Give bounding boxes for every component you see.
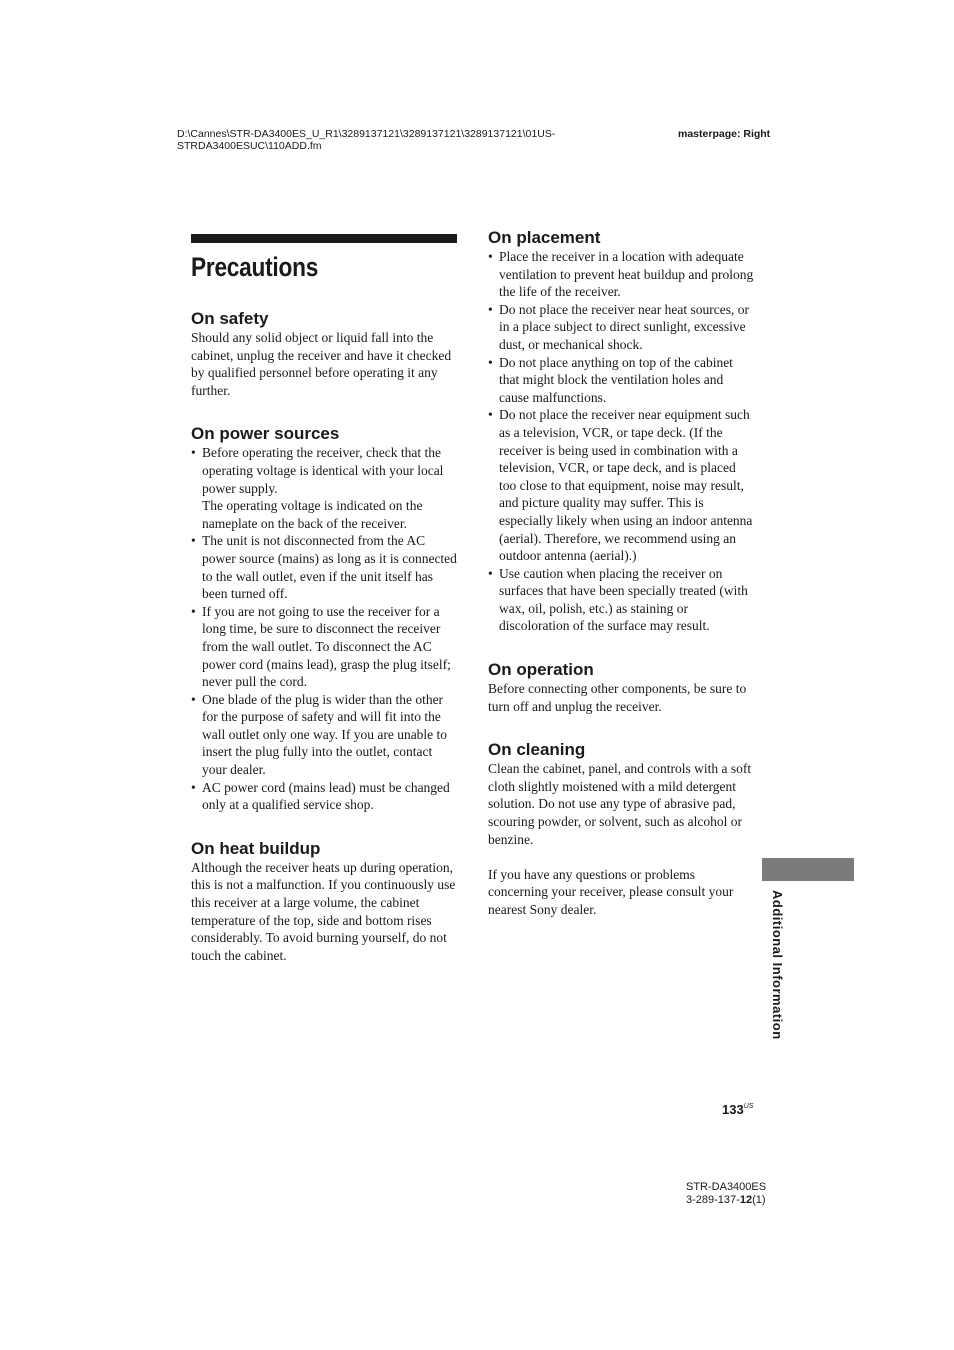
bullet-icon: •	[191, 779, 196, 795]
placement-bullet-list	[488, 248, 754, 635]
list-item	[488, 565, 754, 635]
page-number	[722, 1102, 753, 1117]
header-path-line-1: D:\Cannes\STR-DA3400ES_U_R1\3289137121\3289137121\3289137121\01US-	[177, 128, 556, 140]
bullet-icon: •	[488, 354, 493, 370]
right-column	[488, 228, 754, 919]
bullet-icon: •	[488, 301, 493, 317]
left-column	[191, 234, 457, 964]
heading-on-placement: On placement	[488, 228, 601, 247]
heat-body: Although the receiver heats up during operation, this is not a malfunction. If you continuously use this receiver at a large volume, the cabinet temperature of the top, side and bottom rises considerably. To avoid burning yourself, do not touch the cabinet.	[191, 859, 456, 963]
bullet-icon: •	[191, 603, 196, 619]
section-cleaning	[488, 740, 754, 918]
list-item-text: Place the receiver in a location with adequate ventilation to prevent heat buildup and prolong the life of the receiver.	[499, 249, 754, 300]
list-item-text: The unit is not disconnected from the AC power source (mains) as long as it is connected to the wall outlet, even if the unit itself has been turned off.	[202, 533, 457, 602]
list-item	[488, 354, 754, 407]
list-item	[488, 248, 754, 301]
list-item-text: AC power cord (mains lead) must be changed only at a qualified service shop.	[202, 779, 450, 813]
bullet-icon: •	[488, 407, 493, 423]
header-file-path	[177, 128, 647, 152]
section-operation	[488, 660, 754, 715]
list-item-note: The operating voltage is indicated on the nameplate on the back of the receiver.	[202, 498, 423, 531]
footer-code-suffix: (1)	[752, 1193, 766, 1206]
section-tab-marker	[762, 858, 854, 881]
heading-on-cleaning: On cleaning	[488, 740, 586, 760]
footer-model-code	[686, 1181, 766, 1206]
power-bullet-list	[191, 444, 457, 813]
footer-model: STR-DA3400ES	[686, 1181, 767, 1193]
list-item	[191, 603, 457, 691]
side-tab-text: Additional Information	[770, 890, 785, 1040]
section-placement	[488, 228, 754, 635]
list-item-text: One blade of the plug is wider than the other for the purpose of safety and will fit into the wall outlet only one way. If you are unable to insert the plug fully into the outlet, contact your dealer.	[202, 691, 448, 778]
heading-on-operation: On operation	[488, 660, 594, 680]
paragraph-spacer	[488, 848, 754, 866]
list-item-text: Use caution when placing the receiver on surfaces that have been specially treated (with wax, oil, polish, etc.) as staining or discoloration of the surface may result.	[499, 565, 748, 634]
side-tab-label	[770, 890, 790, 1050]
list-item	[191, 691, 457, 779]
operation-body: Before connecting other components, be sure to turn off and unplug the receiver.	[488, 681, 747, 714]
heading-on-heat-buildup: On heat buildup	[191, 838, 321, 858]
list-item-text: Do not place the receiver near equipment such as a television, VCR, or tape deck. (If the receiver is being used in combination with a television, VCR, or tape deck, and is placed too close to that equipment, noise may result, and picture quality may suffer. This is especially likely when using an indoor antenna (aerial). Therefore, we recommend using an outdoor antenna (aerial).)	[499, 407, 753, 564]
closing-note: If you have any questions or problems concerning your receiver, please consult your nearest Sony dealer.	[488, 866, 734, 917]
list-item-text: If you are not going to use the receiver for a long time, be sure to disconnect the receiver from the wall outlet. To disconnect the AC power cord (mains lead), grasp the plug itself; never pull the cord.	[202, 603, 451, 690]
header-masterpage: masterpage: Right	[678, 128, 771, 140]
section-power-sources	[191, 424, 457, 813]
cleaning-body: Clean the cabinet, panel, and controls with a soft cloth slightly moistened with a mild detergent solution. Do not use any type of abrasive pad, scouring powder, or solvent, such as alcohol or benzine.	[488, 761, 752, 847]
footer-code-prefix: 3-289-137-	[686, 1193, 740, 1206]
page-number-value: 133	[722, 1102, 744, 1117]
heading-on-safety: On safety	[191, 309, 269, 328]
header-path-line-2: STRDA3400ESUC\110ADD.fm	[177, 140, 322, 152]
bullet-icon: •	[191, 533, 196, 549]
list-item	[488, 301, 754, 354]
footer-code	[686, 1194, 766, 1207]
page-title: Precautions	[191, 252, 319, 282]
list-item-text: Before operating the receiver, check that the operating voltage is identical with your local power supply.	[202, 445, 444, 496]
safety-body: Should any solid object or liquid fall into the cabinet, unplug the receiver and have it checked by qualified personnel before operating it any further.	[191, 330, 452, 398]
list-item-text: Do not place anything on top of the cabinet that might block the ventilation holes and cause malfunctions.	[499, 354, 733, 405]
bullet-icon: •	[191, 691, 196, 707]
list-item	[191, 532, 457, 602]
list-item-text: Do not place the receiver near heat sources, or in a place subject to direct sunlight, excessive dust, or mechanical shock.	[499, 301, 750, 352]
bullet-icon: •	[191, 445, 196, 461]
bullet-icon: •	[488, 565, 493, 581]
list-item	[488, 406, 754, 564]
bullet-icon: •	[488, 249, 493, 264]
heading-on-power-sources: On power sources	[191, 424, 340, 444]
list-item	[191, 779, 457, 814]
footer-code-bold: 12	[739, 1193, 753, 1206]
list-item	[191, 444, 457, 532]
section-heat-buildup	[191, 839, 457, 965]
page-number-suffix: US	[743, 1103, 754, 1110]
title-rule	[191, 234, 457, 243]
